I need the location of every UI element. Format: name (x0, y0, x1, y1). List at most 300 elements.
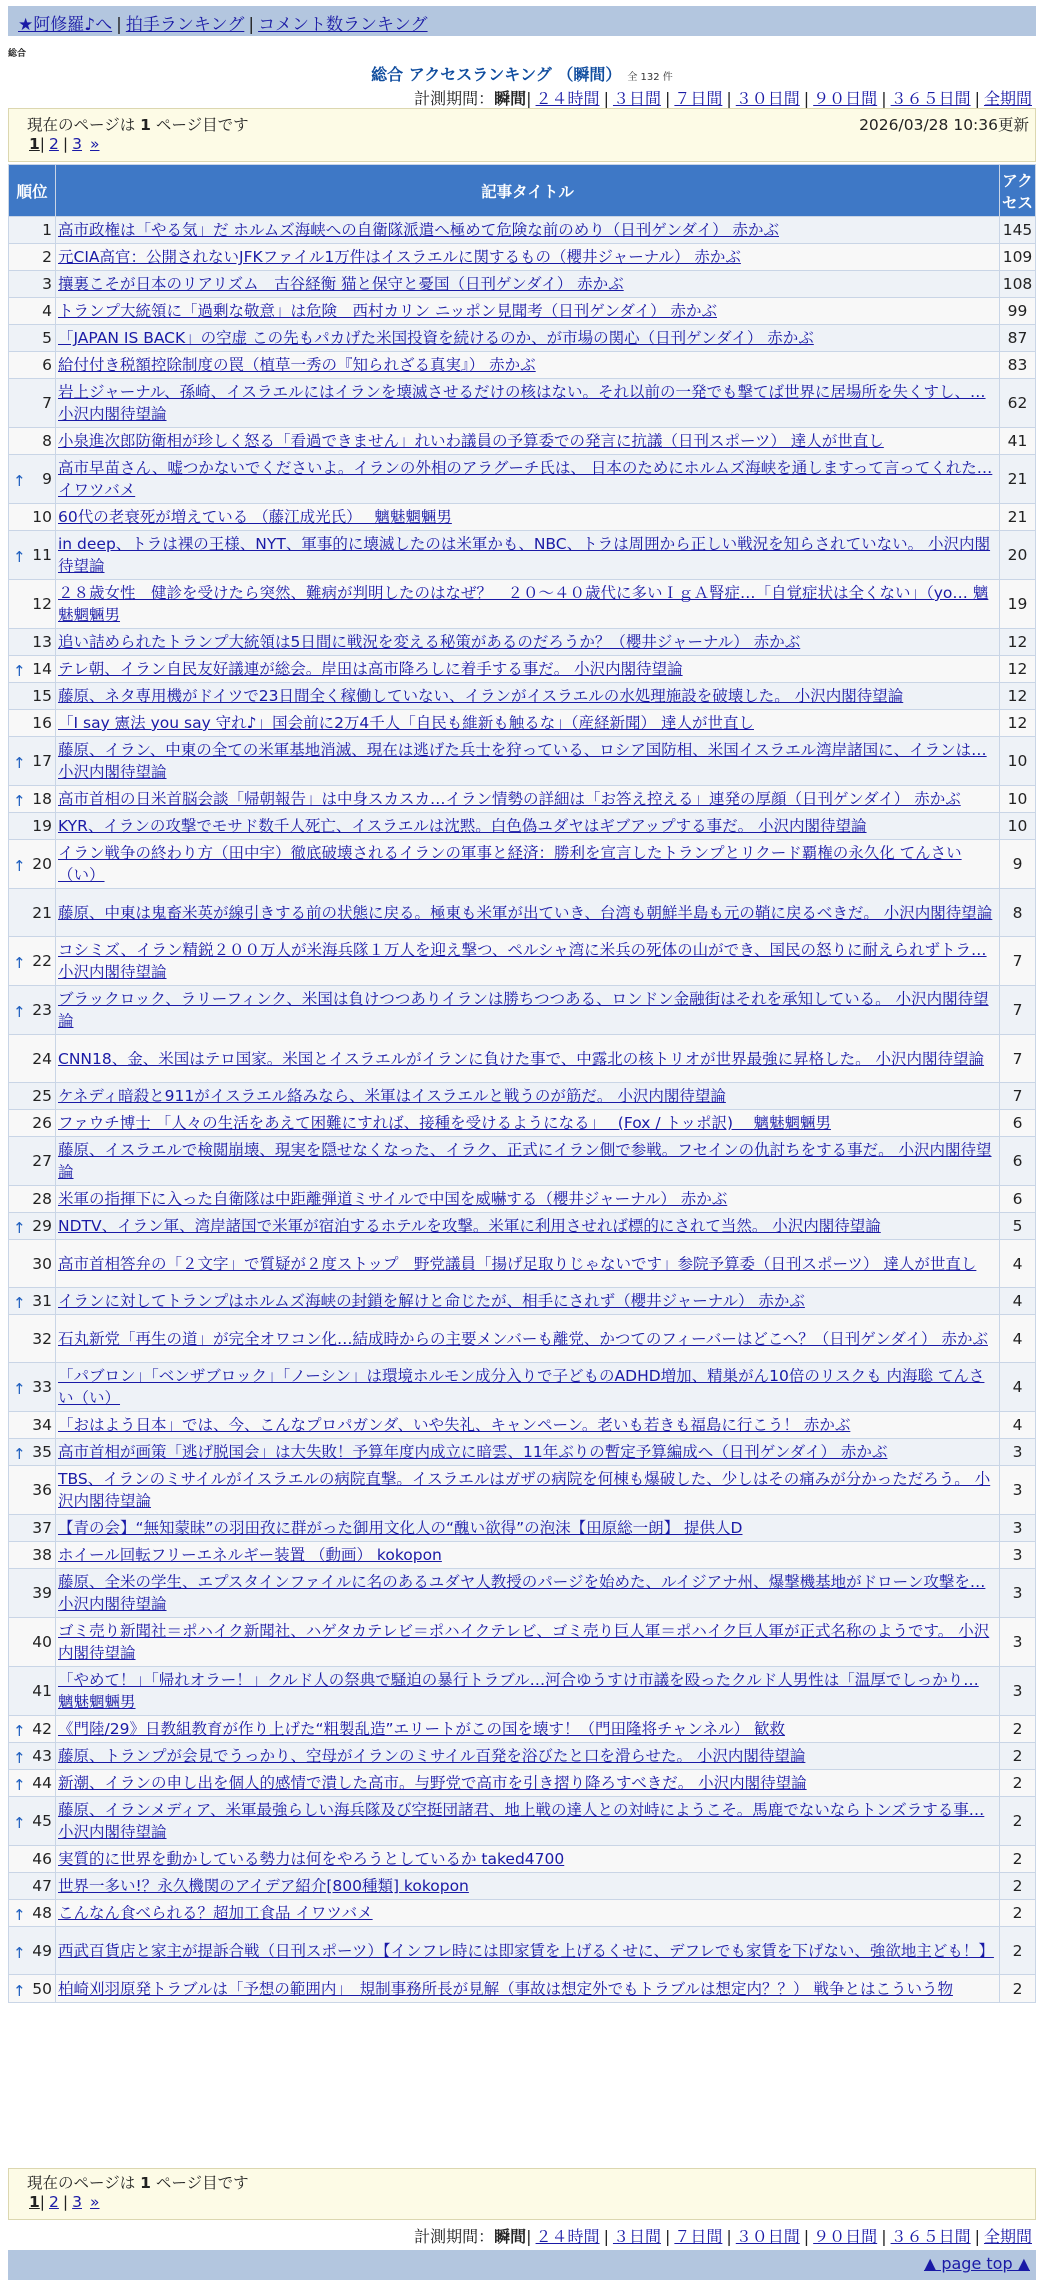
article-link[interactable]: ファウチ博士 「人々の生活をあえて困難にすれば、接種を受けるようになる」 (Fox / トッポ訳) 魑魅魍魎男 (58, 1114, 831, 1132)
period-selector-top (414, 86, 1036, 109)
table-row (9, 428, 1036, 455)
rank-cell (9, 531, 56, 580)
title-cell (56, 379, 1000, 428)
article-link[interactable]: KYR、イランの攻撃でモサド数千人死亡、イスラエルは沈黙。白色偽ユダヤはギブアップする事だ。 小沢内閣待望論 (58, 817, 867, 835)
title-cell (56, 1363, 1000, 1412)
access-count: 6 (1000, 1186, 1036, 1213)
rank-cell (9, 428, 56, 455)
article-link[interactable]: 元CIA高官：公開されないJFKファイル1万件はイスラエルに関するもの（櫻井ジャーナル） 赤かぶ (58, 248, 741, 266)
access-count: 83 (1000, 352, 1036, 379)
rank-number: 30 (32, 1254, 52, 1273)
access-count: 3 (1000, 1618, 1036, 1667)
article-link[interactable]: ブラックロック、ラリーフィンク、米国は負けつつありイランは勝ちつつある、ロンドン金融街はそれを承知している。 小沢内閣待望論 (58, 990, 989, 1030)
table-row (9, 840, 1036, 889)
rank-number: 19 (32, 817, 52, 835)
access-count: 4 (1000, 1288, 1036, 1315)
rank-number: 16 (32, 714, 52, 732)
article-link[interactable]: in deep、トラは裸の王様、NYT、軍事的に壊滅したのは米軍かも、NBC、トラは周囲から正しい戦況を知らされていない。 小沢内閣待望論 (58, 535, 991, 575)
title-cell (56, 1873, 1000, 1900)
title-cell (56, 1542, 1000, 1569)
period-label: 計測期間： (414, 89, 495, 108)
rank-number: 37 (32, 1519, 52, 1537)
title-cell (56, 1716, 1000, 1743)
rank-number: 9 (42, 470, 52, 488)
rank-number: 36 (32, 1481, 52, 1499)
article-link[interactable]: 《門陸/29》日教組教育が作り上げた“粗製乱造”エリートがこの国を壊す！（門田隆将チャンネル） 歓救 (58, 1720, 786, 1738)
article-link[interactable]: 高市首相答弁の「２文字」で質疑が２度ストップ 野党議員「揚げ足取りじゃないです」参院予算委（日刊スポーツ） 達人が世直し (58, 1254, 977, 1273)
access-count: 21 (1000, 455, 1036, 504)
period-separator: | (974, 89, 980, 108)
access-count: 41 (1000, 428, 1036, 455)
article-link[interactable]: 【青の会】“無知蒙昧”の羽田孜に群がった御用文化人の“醜い欲得”の泡沫【田原総一朗】 提供人D (58, 1519, 743, 1537)
rank-cell (9, 217, 56, 244)
nav-separator: | (116, 15, 122, 35)
title-cell (56, 325, 1000, 352)
rank-number: 46 (32, 1850, 52, 1868)
title-cell (56, 1667, 1000, 1716)
access-count: 145 (1000, 217, 1036, 244)
access-count: 4 (1000, 1412, 1036, 1439)
home-link[interactable]: ★阿修羅♪へ (18, 15, 113, 35)
rank-number: 17 (32, 752, 52, 770)
access-count: 3 (1000, 1439, 1036, 1466)
period-separator: | (881, 89, 887, 108)
rank-up-icon: ↑ (13, 954, 26, 972)
rank-up-icon: ↑ (13, 1981, 26, 2000)
rank-cell (9, 1110, 56, 1137)
article-link[interactable]: コシミズ、イラン精鋭２００万人が米海兵隊１万人を迎え撃つ、ペルシャ湾に米兵の死体の山ができ、国民の怒りに耐えられずトラ… 小沢内閣待望論 (58, 941, 987, 981)
period-link[interactable]: 全期間 (983, 2227, 1032, 2246)
table-row (9, 1542, 1036, 1569)
article-link[interactable]: 追い詰められたトランプ大統領は5日間に戦況を変える秘策があるのだろうか？（櫻井ジャーナル） 赤かぶ (58, 633, 801, 651)
rank-cell (9, 737, 56, 786)
title-cell (56, 813, 1000, 840)
period-link[interactable]: ９０日間 (813, 2227, 878, 2246)
page-separator: | (62, 2193, 69, 2211)
current-page-text (27, 2171, 249, 2193)
period-separator: | (726, 2227, 732, 2246)
period-link[interactable]: ３日間 (612, 89, 661, 108)
rank-cell (9, 352, 56, 379)
page-link[interactable]: 3 (72, 135, 83, 153)
table-row (9, 271, 1036, 298)
title-cell (56, 1439, 1000, 1466)
title-cell (56, 580, 1000, 629)
pager-top (8, 108, 1036, 162)
rank-cell (9, 1363, 56, 1412)
article-link[interactable]: ホイール回転フリーエネルギー装置 （動画） kokopon (58, 1546, 442, 1564)
table-row (9, 629, 1036, 656)
rank-cell (9, 1439, 56, 1466)
rank-cell (9, 1412, 56, 1439)
article-link[interactable]: トランプ大統領に「過剰な敬意」は危険 西村カリン ニッポン見聞考（日刊ゲンダイ） 赤かぶ (58, 302, 717, 320)
page-top-link[interactable]: ▲ page top ▲ (923, 2254, 1030, 2273)
page-link[interactable]: 2 (49, 135, 59, 153)
table-row (9, 1716, 1036, 1743)
access-count: 21 (1000, 504, 1036, 531)
period-separator: | (664, 2227, 671, 2246)
table-row (9, 1797, 1036, 1846)
article-link[interactable]: CNN18、金、米国はテロ国家。米国とイスラエルがイランに負けた事で、中露北の核トリオが世界最強に昇格した。 小沢内閣待望論 (58, 1049, 985, 1068)
item-count: 全 132 件 (627, 72, 673, 83)
table-row (9, 1439, 1036, 1466)
article-link[interactable]: 藤原、ネタ専用機がドイツで23日間全く稼働していない、イランがイスラエルの水処理施設を破壊した。 小沢内閣待望論 (58, 687, 904, 705)
article-link[interactable]: 石丸新党「再生の道」が完全オワコン化…結成時からの主要メンバーも離党、かつてのフィーバーはどこへ？（日刊ゲンダイ） 赤かぶ (58, 1329, 988, 1348)
rank-cell (9, 813, 56, 840)
table-row (9, 504, 1036, 531)
rank-number: 26 (32, 1114, 52, 1132)
table-row (9, 737, 1036, 786)
period-separator: | (726, 89, 732, 108)
period-separator: | (803, 89, 810, 108)
rank-number: 21 (32, 903, 52, 922)
article-link[interactable]: 「I say 憲法 you say 守れ♪」国会前に2万4千人「自民も維新も触るな」（産経新聞） 達人が世直し (58, 714, 754, 732)
title-cell (56, 629, 1000, 656)
current-page-number: 1 (140, 116, 151, 134)
rank-cell (9, 1035, 56, 1083)
title-cell (56, 1515, 1000, 1542)
article-link[interactable]: テレ朝、イラン自民友好議連が総会。岸田は高市降ろしに着手する事だ。 小沢内閣待望論 (58, 660, 683, 678)
table-row (9, 1770, 1036, 1797)
access-count: 7 (1000, 1035, 1036, 1083)
rank-cell (9, 298, 56, 325)
article-link[interactable]: 高市首相の日米首脳会談「帰朝報告」は中身スカスカ…イラン情勢の詳細は「お答え控える」連発の厚顔（日刊ゲンダイ） 赤かぶ (58, 790, 961, 808)
title-cell (56, 455, 1000, 504)
table-row (9, 1240, 1036, 1288)
table-row (9, 1083, 1036, 1110)
article-link[interactable]: 高市早苗さん、嘘つかないでくださいよ。イランの外相のアラグーチ氏は、 日本のためにホルムズ海峡を通しますって言ってくれた… イワツバメ (58, 459, 993, 499)
article-link[interactable]: 「パブロン」「ベンザブロック」「ノーシン」は環境ホルモン成分入りで子どものADHD増加、精巣がん10倍のリスクも 内海聡 てんさい（い） (58, 1367, 985, 1407)
article-link[interactable]: 高市首相が画策「逃げ脱国会」は大失敗！予算年度内成立に暗雲、11年ぶりの暫定予算編成へ（日刊ゲンダイ） 赤かぶ (58, 1443, 888, 1461)
rank-cell (9, 710, 56, 737)
current-page-prefix: 現在のページは (27, 116, 136, 134)
table-row (9, 1186, 1036, 1213)
rank-number: 7 (42, 394, 52, 412)
rank-number: 40 (32, 1633, 52, 1651)
period-link[interactable]: ３０日間 (735, 2227, 800, 2246)
article-link[interactable]: 攘裏こそが日本のリアリズム 古谷経衡 猫と保守と憂国（日刊ゲンダイ） 赤かぶ (58, 275, 624, 293)
article-link[interactable]: 藤原、全米の学生、エプスタインファイルに名のあるユダヤ人教授のパージを始めた、ルイジアナ州、爆撃機基地がドローン攻撃を… 小沢内閣待望論 (58, 1573, 986, 1613)
table-row (9, 1110, 1036, 1137)
table-row (9, 1315, 1036, 1363)
rank-up-icon: ↑ (13, 1445, 26, 1463)
title-cell (56, 1770, 1000, 1797)
period-link[interactable]: ３６５日間 (890, 2227, 971, 2246)
updated-timestamp: 2026/03/28 10:36更新 (859, 116, 1029, 134)
rank-number: 39 (32, 1584, 52, 1602)
period-selector-bottom (414, 2224, 1036, 2247)
rank-number: 31 (32, 1292, 52, 1310)
article-link[interactable]: 西武百貨店と家主が提訴合戦（日刊スポーツ）【インフレ時には即家賃を上げるくせに、デフレでも家賃を下げない、強欲地主ども！】 (58, 1941, 994, 1960)
title-cell (56, 428, 1000, 455)
rank-cell (9, 656, 56, 683)
article-link[interactable]: こんなん食べられる？超加工食品 イワツバメ (58, 1904, 373, 1922)
title-cell (56, 1412, 1000, 1439)
rank-cell (9, 840, 56, 889)
table-row (9, 1975, 1036, 2003)
title-cell (56, 1315, 1000, 1363)
rank-number: 38 (32, 1546, 52, 1564)
rank-number: 10 (32, 508, 52, 526)
rank-number: 44 (32, 1774, 52, 1792)
rank-up-icon: ↑ (13, 1380, 26, 1398)
article-link[interactable]: 「JAPAN IS BACK」の空虚 この先もパカげた米国投資を続けるのか、が市場の関心（日刊ゲンダイ） 赤かぶ (58, 329, 814, 347)
table-row (9, 683, 1036, 710)
article-link[interactable]: 藤原、中東は鬼畜米英が線引きする前の状態に戻る。極東も米軍が出ていき、台湾も朝鮮半島も元の鞘に戻るべきだ。 小沢内閣待望論 (58, 903, 993, 922)
article-link[interactable]: 米軍の指揮下に入った自衛隊は中距離弾道ミサイルで中国を威嚇する（櫻井ジャーナル） 赤かぶ (58, 1190, 728, 1208)
access-count: 3 (1000, 1667, 1036, 1716)
rank-cell (9, 1288, 56, 1315)
rank-up-icon: ↑ (13, 1003, 26, 1021)
rank-cell (9, 244, 56, 271)
access-count: 6 (1000, 1110, 1036, 1137)
period-separator: | (974, 2227, 980, 2246)
access-count: 12 (1000, 710, 1036, 737)
current-page-text (27, 113, 249, 135)
comment-ranking-link[interactable]: コメント数ランキング (258, 15, 428, 35)
rank-number: 6 (42, 356, 52, 374)
nav-separator: | (248, 15, 255, 35)
rank-number: 4 (42, 302, 52, 320)
title-cell (56, 298, 1000, 325)
access-count: 4 (1000, 1363, 1036, 1412)
top-nav-bar (8, 6, 1036, 36)
table-row (9, 1412, 1036, 1439)
article-link[interactable]: 「やめて！」「帰れオラー！」クルド人の祭典で騒迫の暴行トラブル…河合ゆうすけ市議を殴ったクルド人男性は「温厚でしっかり… 魑魅魍魎男 (58, 1671, 979, 1711)
table-row (9, 531, 1036, 580)
rank-up-icon: ↑ (13, 662, 26, 680)
access-count: 12 (1000, 629, 1036, 656)
article-link[interactable]: ケネディ暗殺と911がイスラエル絡みなら、米軍はイスラエルと戦うのが筋だ。 小沢内閣待望論 (58, 1087, 726, 1105)
footer-bar (8, 2250, 1036, 2280)
page-links (29, 135, 104, 153)
title-cell (56, 889, 1000, 937)
access-count: 109 (1000, 244, 1036, 271)
rank-number: 49 (32, 1941, 52, 1960)
table-row (9, 1927, 1036, 1975)
article-link[interactable]: 藤原、イラン、中東の全ての米軍基地消滅、現在は逃げた兵士を狩っている、ロシア国防相、米国イスラエル湾岸諸国に、イランは… 小沢内閣待望論 (58, 741, 987, 781)
period-link[interactable]: ７日間 (674, 2227, 723, 2246)
access-count: 5 (1000, 1213, 1036, 1240)
article-link[interactable]: 新潮、イランの申し出を個人的感情で潰した高市。与野党で高市を引き摺り降ろすべきだ。 小沢内閣待望論 (58, 1774, 807, 1792)
rank-number: 42 (32, 1720, 52, 1738)
rank-up-icon: ↑ (13, 472, 26, 490)
rank-up-icon: ↑ (13, 1219, 26, 1237)
rank-cell (9, 889, 56, 937)
table-row (9, 1466, 1036, 1515)
rank-cell (9, 325, 56, 352)
access-count: 10 (1000, 737, 1036, 786)
rank-cell (9, 1542, 56, 1569)
rank-number: 20 (32, 855, 52, 873)
article-link[interactable]: NDTV、イラン軍、湾岸諸国で米軍が宿泊するホテルを攻撃。米軍に利用させれば標的にされて当然。 小沢内閣待望論 (58, 1217, 881, 1235)
next-page-link[interactable]: » (90, 2193, 100, 2211)
access-count: 2 (1000, 1927, 1036, 1975)
access-count: 12 (1000, 683, 1036, 710)
rank-cell (9, 1716, 56, 1743)
page-title-text: 総合 アクセスランキング （瞬間） (371, 65, 622, 84)
access-count: 2 (1000, 1770, 1036, 1797)
rank-up-icon: ↑ (13, 1906, 26, 1924)
article-link[interactable]: 世界一多い!？永久機関のアイデア紹介[800種類] kokopon (58, 1877, 469, 1895)
article-link[interactable]: ゴミ売り新聞社＝ポハイク新聞社、ハゲタカテレビ＝ポハイクテレビ、ゴミ売り巨人軍＝ポハイク巨人軍が正式名称のようです。 小沢内閣待望論 (58, 1622, 990, 1662)
access-count: 99 (1000, 298, 1036, 325)
rank-up-icon: ↑ (13, 1294, 26, 1312)
rank-cell (9, 580, 56, 629)
period-link[interactable]: ３６５日間 (890, 89, 971, 108)
period-current: 瞬間 (494, 2227, 527, 2246)
table-row (9, 786, 1036, 813)
table-row (9, 1363, 1036, 1412)
article-link[interactable]: 「おはよう日本」では、今、こんなプロパガンダ、いや失礼、キャンペーン。老いも若きも福島に行こう！ 赤かぶ (58, 1416, 851, 1434)
rank-cell (9, 1083, 56, 1110)
rank-cell (9, 1743, 56, 1770)
rank-cell (9, 1137, 56, 1186)
table-row (9, 1137, 1036, 1186)
article-link[interactable]: 実質的に世界を動かしている勢力は何をやろうとしているか taked4700 (58, 1850, 565, 1868)
current-page-prefix: 現在のページは (27, 2174, 136, 2192)
page-link[interactable]: 3 (72, 2193, 83, 2211)
table-row (9, 1035, 1036, 1083)
access-count: 8 (1000, 889, 1036, 937)
access-count: 2 (1000, 1873, 1036, 1900)
rank-number: 34 (32, 1416, 52, 1434)
article-link[interactable]: 高市政権は「やる気」だ ホルムズ海峡への自衛隊派遣へ極めて危険な前のめり（日刊ゲンダイ） 赤かぶ (58, 221, 779, 239)
title-cell (56, 737, 1000, 786)
access-count: 7 (1000, 937, 1036, 986)
rank-cell (9, 1515, 56, 1542)
article-link[interactable]: 柏崎刈羽原発トラブルは「予想の範囲内」 規制事務所長が見解（事故は想定外でもトラブルは想定内？？） 戦争とはこういう物 (58, 1979, 953, 1998)
title-cell (56, 1900, 1000, 1927)
access-count: 2 (1000, 1716, 1036, 1743)
period-separator: | (881, 2227, 887, 2246)
article-link[interactable]: 藤原、イランメディア、米軍最強らしい海兵隊及び空挺団諸君、地上戦の達人との対峙にようこそ。馬鹿でないならトンズラする事… 小沢内閣待望論 (58, 1801, 985, 1841)
title-cell (56, 683, 1000, 710)
page-separator: | (39, 135, 46, 153)
period-link[interactable]: 全期間 (983, 89, 1032, 108)
rank-cell (9, 786, 56, 813)
rank-cell (9, 271, 56, 298)
access-count: 19 (1000, 580, 1036, 629)
rank-cell (9, 1927, 56, 1975)
rank-up-icon: ↑ (13, 754, 26, 772)
ranking-table (8, 164, 1036, 2003)
title-cell (56, 986, 1000, 1035)
access-count: 2 (1000, 1900, 1036, 1927)
period-link[interactable]: ３日間 (612, 2227, 661, 2246)
article-link[interactable]: TBS、イランのミサイルがイスラエルの病院直撃。イスラエルはガザの病院を何棟も爆破した、少しはその痛みが分かっただろう。 小沢内閣待望論 (58, 1470, 991, 1510)
rank-cell (9, 1975, 56, 2003)
table-row (9, 937, 1036, 986)
table-row (9, 1618, 1036, 1667)
article-link[interactable]: 給付付き税額控除制度の罠（植草一秀の『知られざる真実』） 赤かぶ (58, 356, 536, 374)
page-title (0, 62, 1044, 85)
rank-cell (9, 1315, 56, 1363)
pager-bottom (8, 2168, 1036, 2220)
article-link[interactable]: 小泉進次郎防衛相が珍しく怒る「看過できません」れいわ議員の予算委での発言に抗議（日刊スポーツ） 達人が世直し (58, 432, 884, 450)
rank-cell (9, 1466, 56, 1515)
period-link[interactable]: ７日間 (674, 89, 723, 108)
page-link[interactable]: 2 (49, 2193, 59, 2211)
rank-number: 47 (32, 1877, 52, 1895)
period-link[interactable]: ９０日間 (813, 89, 878, 108)
title-cell (56, 244, 1000, 271)
rank-number: 25 (32, 1087, 52, 1105)
access-count: 6 (1000, 1137, 1036, 1186)
table-row (9, 1667, 1036, 1716)
rank-number: 24 (32, 1049, 52, 1068)
rank-cell (9, 1569, 56, 1618)
rank-number: 18 (32, 790, 52, 808)
rank-up-icon: ↑ (13, 1776, 26, 1794)
rank-number: 50 (32, 1979, 52, 1998)
title-cell (56, 1466, 1000, 1515)
period-separator: | (664, 89, 671, 108)
access-count: 62 (1000, 379, 1036, 428)
next-page-link[interactable]: » (90, 135, 100, 153)
title-cell (56, 1186, 1000, 1213)
table-row (9, 1288, 1036, 1315)
access-count: 7 (1000, 986, 1036, 1035)
article-link[interactable]: 岩上ジャーナル、孫崎、イスラエルにはイランを壊滅させるだけの核はない。それ以前の一発でも撃てば世界に居場所を失くすし、… 小沢内閣待望論 (58, 383, 986, 423)
rank-number: 35 (32, 1443, 52, 1461)
title-cell (56, 504, 1000, 531)
rank-number: 1 (42, 221, 52, 239)
table-row (9, 244, 1036, 271)
rank-number: 22 (32, 952, 52, 970)
table-row (9, 217, 1036, 244)
table-row (9, 1873, 1036, 1900)
period-link[interactable]: ２４時間 (535, 2227, 600, 2246)
table-row (9, 710, 1036, 737)
title-cell (56, 1743, 1000, 1770)
access-count: 3 (1000, 1466, 1036, 1515)
page-links (29, 2193, 104, 2211)
rank-up-icon: ↑ (13, 1722, 26, 1740)
rank-up-icon: ↑ (13, 1943, 26, 1962)
article-link[interactable]: 60代の老衰死が増えている （藤江成光氏） 魑魅魍魎男 (58, 508, 452, 526)
table-row (9, 1900, 1036, 1927)
period-link[interactable]: ２４時間 (535, 89, 600, 108)
title-cell (56, 1288, 1000, 1315)
page-current: 1 (29, 135, 40, 153)
rank-cell (9, 1873, 56, 1900)
rank-cell (9, 1186, 56, 1213)
article-link[interactable]: 藤原、イスラエルで検閲崩壊、現実を隠せなくなった、イラク、正式にイラン側で参戦。フセインの仇討ちをする事だ。 小沢内閣待望論 (58, 1141, 992, 1181)
access-count: 10 (1000, 786, 1036, 813)
access-count: 20 (1000, 531, 1036, 580)
access-count: 2 (1000, 1975, 1036, 2003)
period-link[interactable]: ３０日間 (735, 89, 800, 108)
article-link[interactable]: ２８歳女性 健診を受けたら突然、難病が判明したのはなぜ？ ２０～４０歳代に多いＩｇＡ腎症…「自覚症状は全くない」（yo… 魑魅魍魎男 (58, 584, 989, 624)
clap-ranking-link[interactable]: 拍手ランキング (125, 15, 245, 35)
title-cell (56, 1927, 1000, 1975)
article-link[interactable]: イランに対してトランプはホルムズ海峡の封鎖を解けと命じたが、相手にされず（櫻井ジャーナル） 赤かぶ (58, 1292, 805, 1310)
title-cell (56, 531, 1000, 580)
rank-number: 32 (32, 1329, 52, 1348)
table-row (9, 889, 1036, 937)
article-link[interactable]: イラン戦争の終わり方（田中宇）徹底破壊されるイランの軍事と経済：勝利を宣言したトランプとリクード覇権の永久化 てんさい（い） (58, 844, 962, 884)
access-count: 3 (1000, 1515, 1036, 1542)
title-cell (56, 217, 1000, 244)
period-separator: | (603, 89, 609, 108)
page-separator: | (62, 135, 69, 153)
title-cell (56, 840, 1000, 889)
table-row (9, 455, 1036, 504)
rank-number: 23 (32, 1001, 52, 1019)
article-link[interactable]: 藤原、トランプが会見でうっかり、空母がイランのミサイル百発を浴びたと口を滑らせた。 小沢内閣待望論 (58, 1747, 806, 1765)
period-label: 計測期間： (414, 2227, 495, 2246)
